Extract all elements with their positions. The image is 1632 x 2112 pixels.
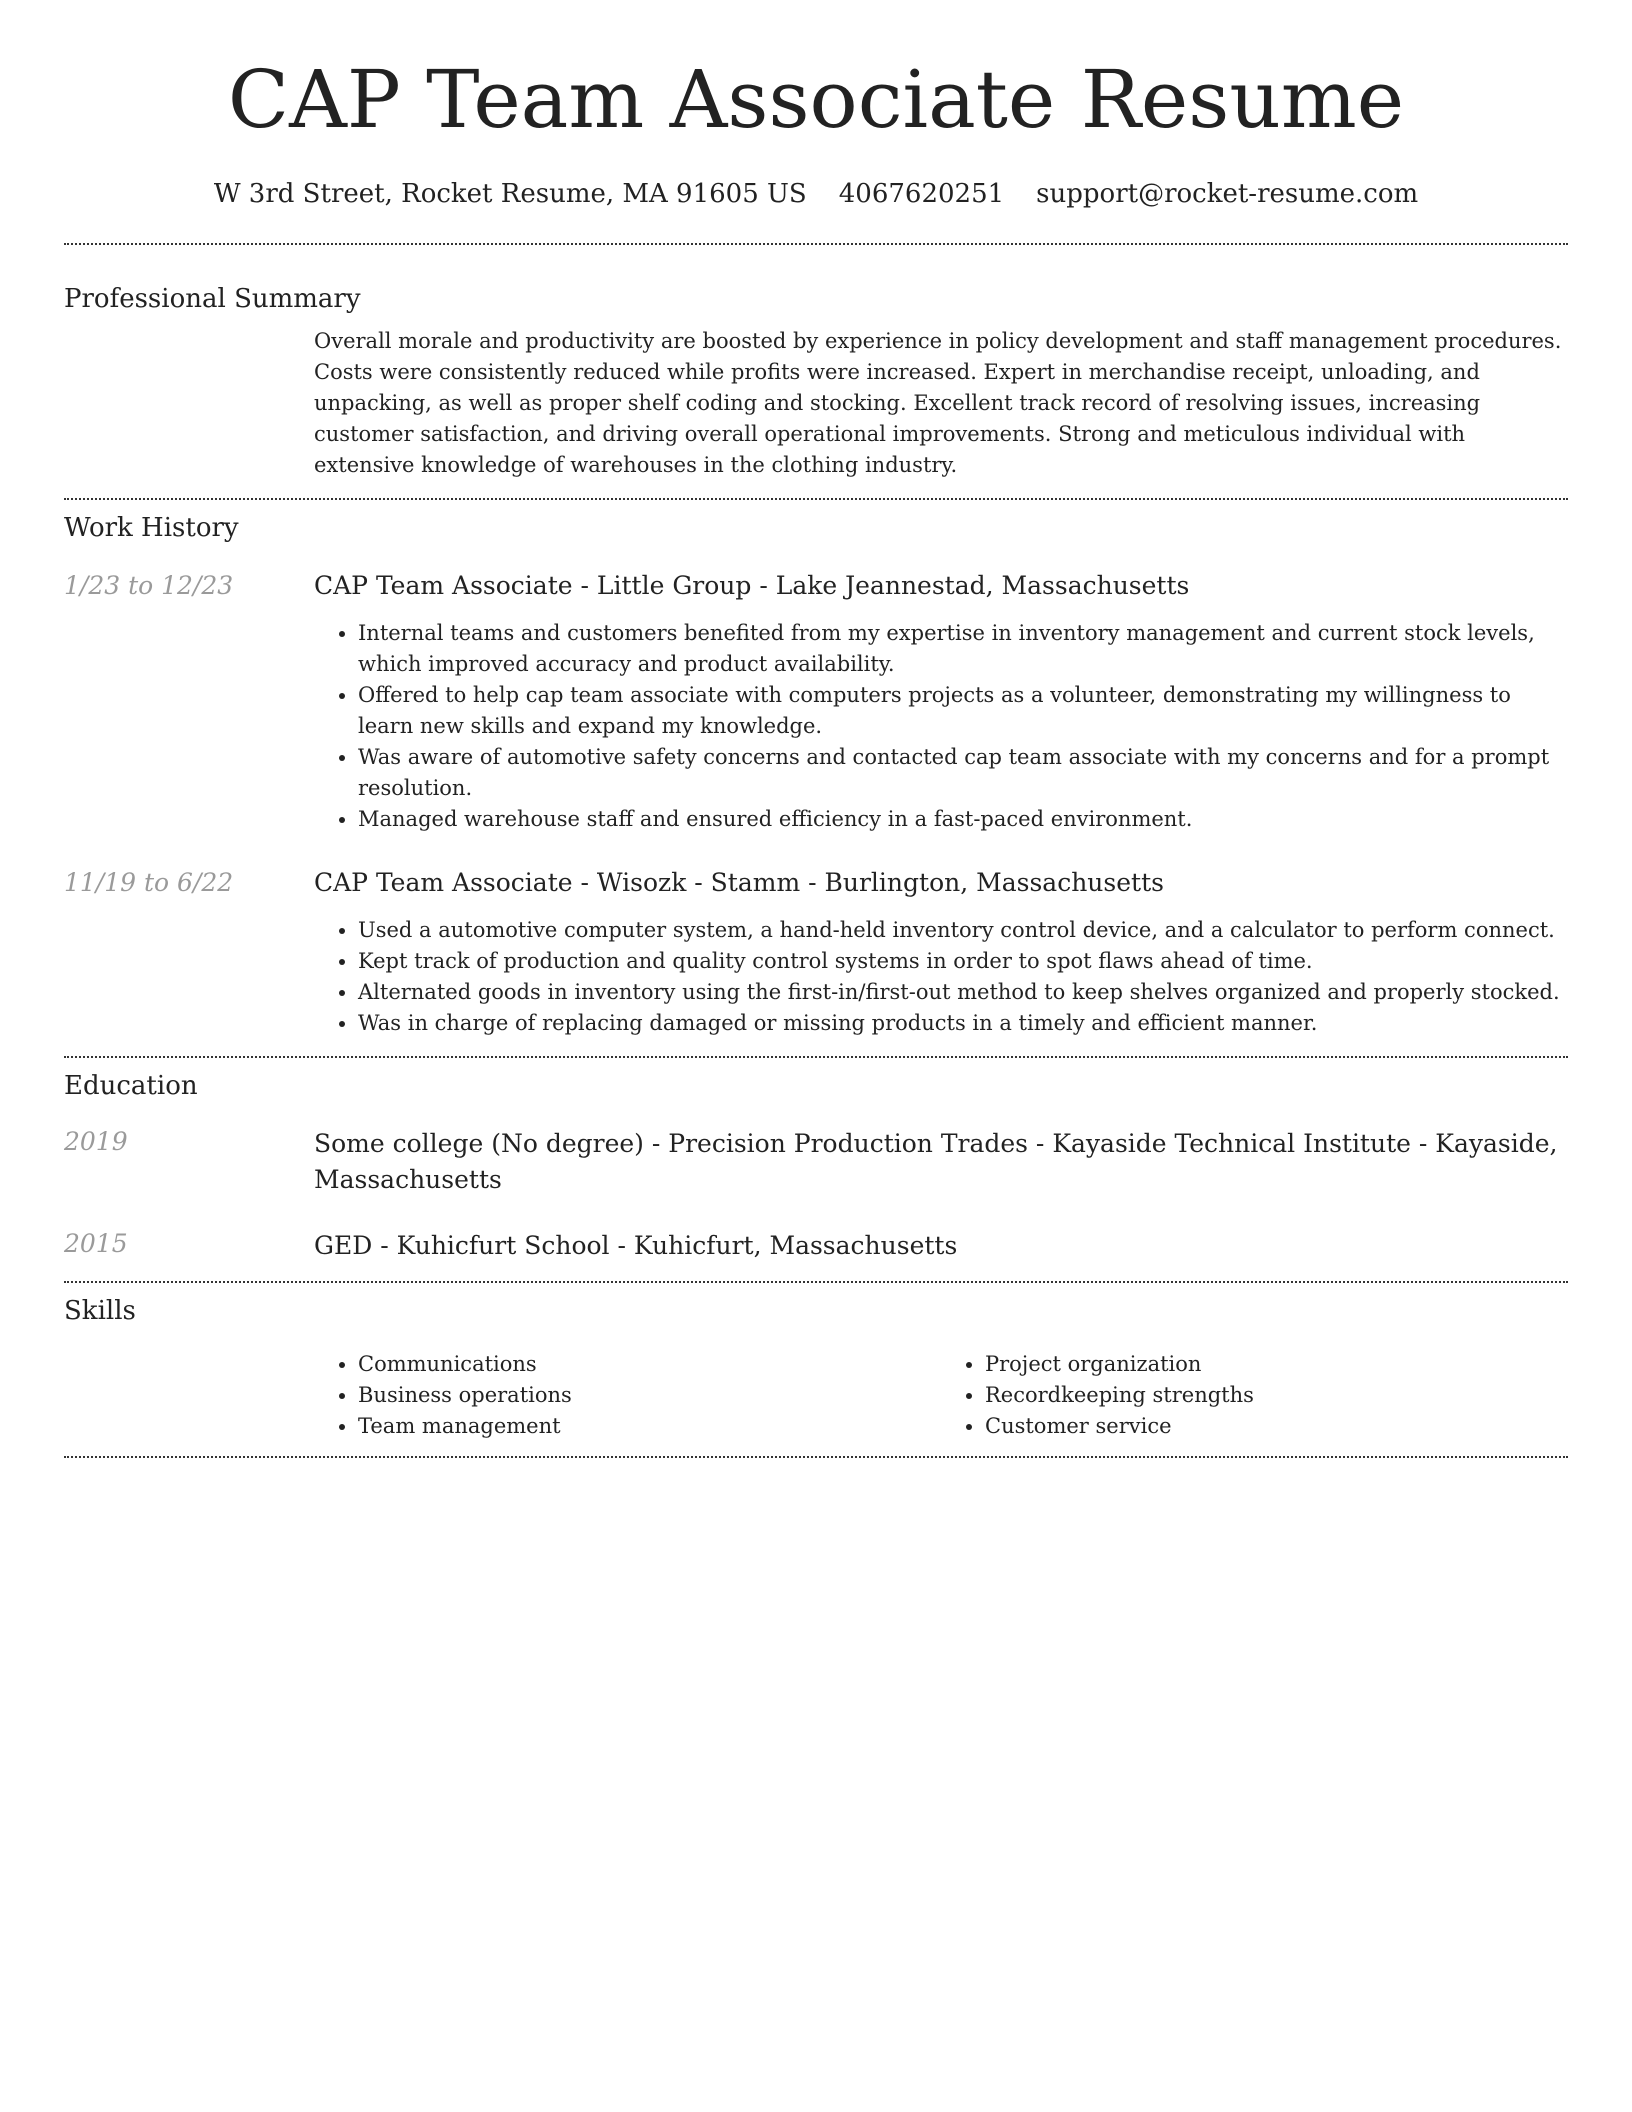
contact-phone: 4067620251 — [838, 179, 1005, 209]
list-item: • Was in charge of replacing damaged or missing products in a timely and efficient manner. — [358, 1008, 1568, 1039]
summary-heading: Professional Summary — [64, 284, 361, 314]
section-divider — [64, 1281, 1568, 1283]
section-divider — [64, 243, 1568, 245]
education-text: GED - Kuhicfurt School - Kuhicfurt, Massachusetts — [314, 1231, 958, 1260]
skills-heading: Skills — [64, 1296, 136, 1326]
section-divider — [64, 1456, 1568, 1458]
job-role: CAP Team Associate — [314, 571, 573, 600]
job-dates: 1/23 to 12/23 — [64, 571, 234, 600]
education-text: Some college (No degree) - Precision Production Trades - Kayaside Technical Institute - Kayaside, Massachusetts — [314, 1129, 1558, 1194]
contact-address: W 3rd Street, Rocket Resume, MA 91605 US — [213, 179, 807, 209]
contact-email: support@rocket-resume.com — [1036, 179, 1419, 209]
summary-section — [64, 283, 1568, 481]
list-item: • Used a automotive computer system, a hand-held inventory control device, and a calculator to perform connect. — [358, 915, 1568, 946]
education-heading: Education — [64, 1071, 198, 1101]
education-year: 2019 — [64, 1127, 128, 1156]
summary-text: Overall morale and productivity are boosted by experience in policy development and staff management procedures. Costs were consistently reduced while profits were increased. Expert in merchandise receipt, unloading, and unpacking, as well as proper shelf coding and stocking. Excellent track record of resolving issues, increasing customer satisfaction, and driving overall operational improvements. Strong and meticulous individual with extensive knowledge of warehouses in the clothing industry. — [314, 329, 1562, 477]
work-history-heading: Work History — [64, 513, 239, 543]
list-item: • Offered to help cap team associate with computers projects as a volunteer, demonstrating my willingness to learn new skills and expand my knowledge. — [358, 680, 1568, 742]
skill-item: • Customer service — [985, 1411, 1568, 1442]
list-item: • Was aware of automotive safety concerns and contacted cap team associate with my concerns and for a prompt resolution. — [358, 742, 1568, 804]
job-details: - Wisozk - Stamm - Burlington, Massachusetts — [572, 868, 1164, 897]
education-entry — [64, 1126, 1568, 1198]
job-heading — [314, 867, 1568, 899]
skills-grid — [314, 1349, 1568, 1442]
job-bullets — [314, 915, 1568, 1039]
skills-list-right — [941, 1349, 1568, 1442]
skills-list-left — [314, 1349, 941, 1442]
job-dates: 11/19 to 6/22 — [64, 868, 234, 897]
section-divider — [64, 498, 1568, 500]
list-item: • Managed warehouse staff and ensured efficiency in a fast-paced environment. — [358, 804, 1568, 835]
resume-header — [64, 0, 1568, 210]
skill-item: • Team management — [358, 1411, 941, 1442]
job-entry — [64, 867, 1568, 1039]
education-section — [64, 1070, 1568, 1264]
list-item: • Kept track of production and quality control systems in order to spot flaws ahead of time. — [358, 946, 1568, 977]
job-role: CAP Team Associate — [314, 868, 573, 897]
list-item: • Internal teams and customers benefited from my expertise in inventory management and current stock levels, which improved accuracy and product availability. — [358, 618, 1568, 680]
skills-section — [64, 1295, 1568, 1442]
contact-info — [64, 178, 1568, 210]
skill-item: • Project organization — [985, 1349, 1568, 1380]
list-item: • Alternated goods in inventory using the first-in/first-out method to keep shelves organized and properly stocked. — [358, 977, 1568, 1008]
job-bullets — [314, 618, 1568, 835]
resume-page — [64, 0, 1568, 1458]
skill-item: • Business operations — [358, 1380, 941, 1411]
job-entry — [64, 570, 1568, 835]
skill-item: • Recordkeeping strengths — [985, 1380, 1568, 1411]
section-divider — [64, 1056, 1568, 1058]
job-details: - Little Group - Lake Jeannestad, Massachusetts — [572, 571, 1190, 600]
work-history-section — [64, 512, 1568, 1039]
job-heading — [314, 570, 1568, 602]
resume-name: CAP Team Associate Resume — [227, 53, 1405, 146]
skill-item: • Communications — [358, 1349, 941, 1380]
education-entry — [64, 1228, 1568, 1264]
education-year: 2015 — [64, 1229, 128, 1258]
